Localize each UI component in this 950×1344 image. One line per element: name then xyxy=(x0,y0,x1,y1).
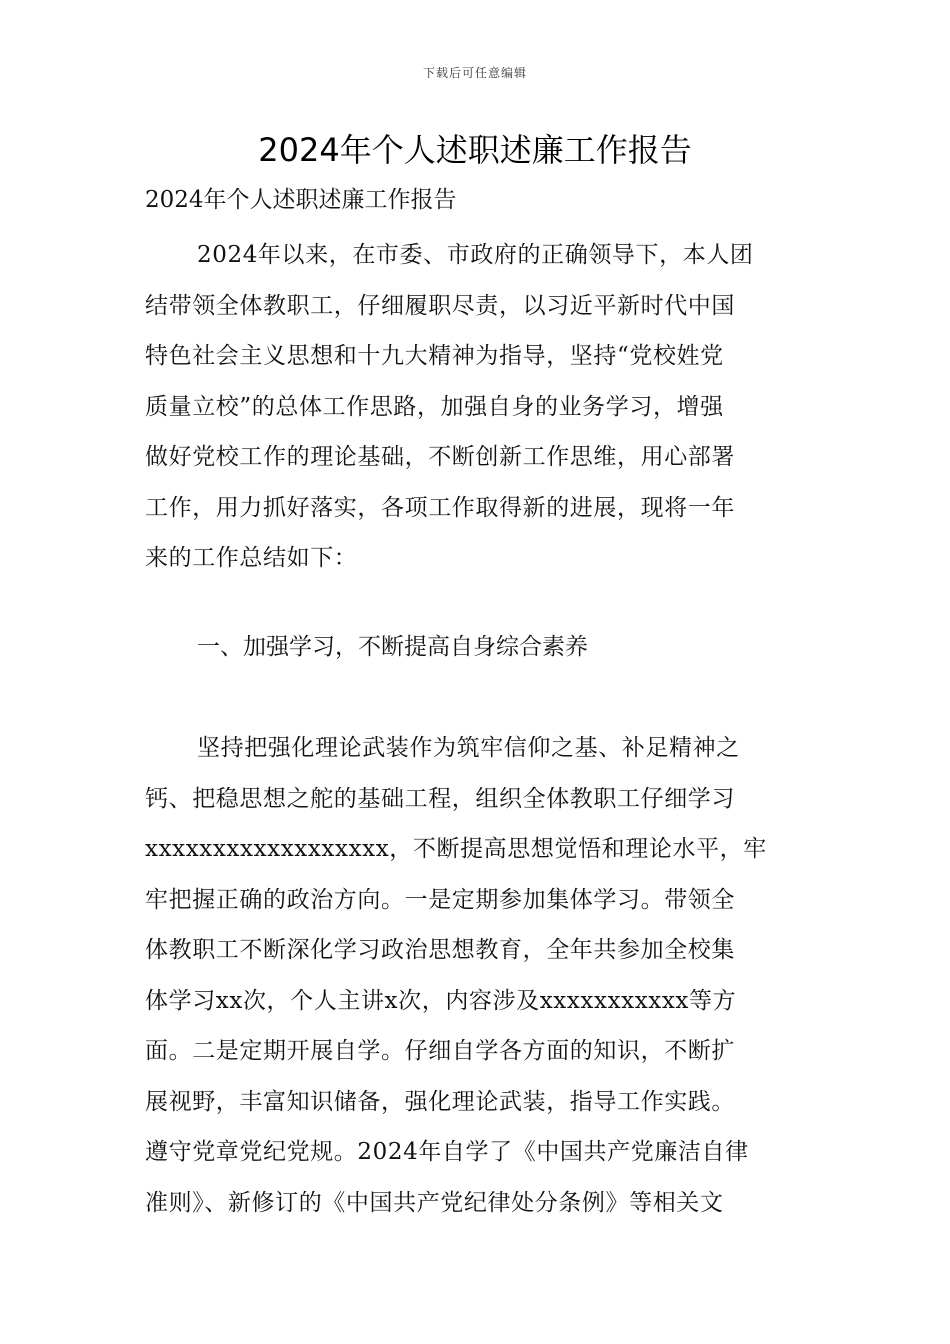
paragraph-line: xxxxxxxxxxxxxxxxxx，不断提高思想觉悟和理论水平，牢 xyxy=(145,836,767,862)
document-title: 2024年个人述职述廉工作报告 xyxy=(258,131,692,169)
paragraph-line: 特色社会主义思想和十九大精神为指导，坚持“党校姓党 xyxy=(145,343,724,369)
paragraph-line: 来的工作总结如下： xyxy=(145,545,358,571)
paragraph-line: 遵守党章党纪党规。2024年自学了《中国共产党廉洁自律 xyxy=(145,1139,749,1165)
paragraph-line: 工作，用力抓好落实，各项工作取得新的进展，现将一年 xyxy=(145,494,735,521)
paragraph-line: 钙、把稳思想之舵的基础工程，组织全体教职工仔细学习 xyxy=(145,785,735,812)
paragraph-line: 坚持把强化理论武装作为筑牢信仰之基、补足精神之 xyxy=(197,735,740,761)
section-heading: 一、加强学习，不断提高自身综合素养 xyxy=(197,634,588,660)
paragraph-line: 准则》、新修订的《中国共产党纪律处分条例》等相关文 xyxy=(145,1189,724,1216)
paragraph-line: 做好党校工作的理论基础，不断创新工作思维，用心部署 xyxy=(145,444,735,470)
paragraph-line: 质量立校”的总体工作思路，加强自身的业务学习，增强 xyxy=(145,393,724,420)
paragraph-line: 体教职工不断深化学习政治思想教育，全年共参加全校集 xyxy=(145,937,735,963)
paragraph-line: 2024年以来，在市委、市政府的正确领导下，本人团 xyxy=(197,242,754,268)
intro-paragraph xyxy=(145,230,810,584)
paragraph-line: 牢把握正确的政治方向。一是定期参加集体学习。带领全 xyxy=(145,886,735,913)
section-1-paragraph xyxy=(145,723,810,1228)
paragraph-line: 结带领全体教职工，仔细履职尽责，以习近平新时代中国 xyxy=(145,292,735,319)
paragraph-line: 面。二是定期开展自学。仔细自学各方面的知识，不断扩 xyxy=(145,1038,735,1064)
document-subtitle: 2024年个人述职述廉工作报告 xyxy=(145,187,457,213)
header-note: 下载后可任意编辑 xyxy=(422,66,527,80)
paragraph-line: 体学习xx次，个人主讲x次，内容涉及xxxxxxxxxxx等方 xyxy=(145,987,737,1014)
paragraph-line: 展视野，丰富知识储备，强化理论武装，指导工作实践。 xyxy=(145,1088,735,1115)
